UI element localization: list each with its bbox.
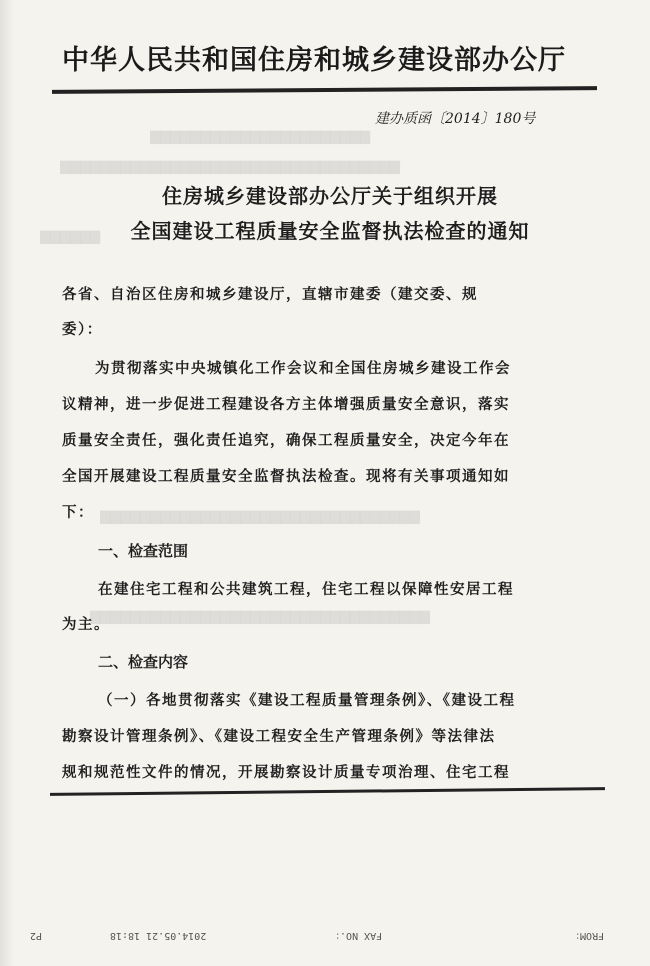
issuing-office-header: 中华人民共和国住房和城乡建设部办公厅 (62, 45, 566, 76)
section-1-line-1: 在建住宅工程和公共建筑工程，住宅工程以保障性安居工程 (98, 581, 514, 598)
scan-shadow (0, 0, 14, 966)
bleed-through-text: ▇▇▇▇▇▇▇▇▇▇▇▇▇▇▇▇▇▇▇▇▇▇▇▇▇▇▇▇▇▇▇▇▇▇ (60, 160, 400, 175)
notice-title-line-1: 住房城乡建设部办公厅关于组织开展 (162, 184, 498, 208)
fax-footer-datetime: 2014.05.21 18:18 (110, 930, 207, 941)
bleed-through-text: ▇▇▇▇▇▇▇▇▇▇▇▇▇▇▇▇▇▇▇▇▇▇▇▇▇▇▇▇▇▇▇▇ (100, 510, 420, 525)
section-2-line-1: （一）各地贯彻落实《建设工程质量管理条例》、《建设工程 (98, 692, 516, 709)
page-cut-rule (50, 787, 605, 796)
header-rule (52, 86, 597, 94)
fax-footer-from: FROM： (570, 930, 605, 941)
paragraph-1-line-5: 下： (62, 504, 94, 521)
document-number: 建办质函〔2014〕180号 (375, 111, 536, 127)
section-1-heading: 一、检查范围 (98, 542, 189, 560)
bleed-through-text: ▇▇▇▇▇▇▇▇▇▇▇▇▇▇▇▇▇▇▇▇▇▇▇▇▇▇▇▇▇▇▇▇▇▇ (90, 610, 430, 625)
salutation-line-1: 各省、自治区住房和城乡建设厅，直辖市建委（建交委、规 (62, 286, 478, 303)
paragraph-1-line-3: 质量安全责任，强化责任追究，确保工程质量安全，决定今年在 (62, 432, 510, 449)
section-2-heading: 二、检查内容 (98, 653, 189, 671)
bleed-through-text: ▇▇▇▇▇▇ (40, 230, 100, 245)
section-2-line-3: 规和规范性文件的情况，开展勘察设计质量专项治理、住宅工程 (62, 764, 510, 781)
bleed-through-text: ▇▇▇▇▇▇▇▇▇▇▇▇▇▇▇▇▇▇▇▇▇▇ (150, 130, 370, 145)
section-2-line-2: 勘察设计管理条例》、《建设工程安全生产管理条例》等法律法 (62, 728, 496, 745)
salutation-line-2: 委）： (62, 321, 103, 338)
fax-footer-page: P2 (30, 930, 43, 941)
paragraph-1-line-2: 议精神，进一步促进工程建设各方主体增强质量安全意识，落实 (62, 396, 510, 413)
notice-title-line-2: 全国建设工程质量安全监督执法检查的通知 (130, 219, 530, 243)
section-1-line-2: 为主。 (62, 616, 110, 633)
fax-footer-fax-number: FAX NO.： (330, 930, 383, 941)
paragraph-1-line-1: 为贯彻落实中央城镇化工作会议和全国住房城乡建设工作会 (95, 360, 511, 377)
paragraph-1-line-4: 全国开展建设工程质量安全监督执法检查。现将有关事项通知如 (62, 468, 510, 485)
